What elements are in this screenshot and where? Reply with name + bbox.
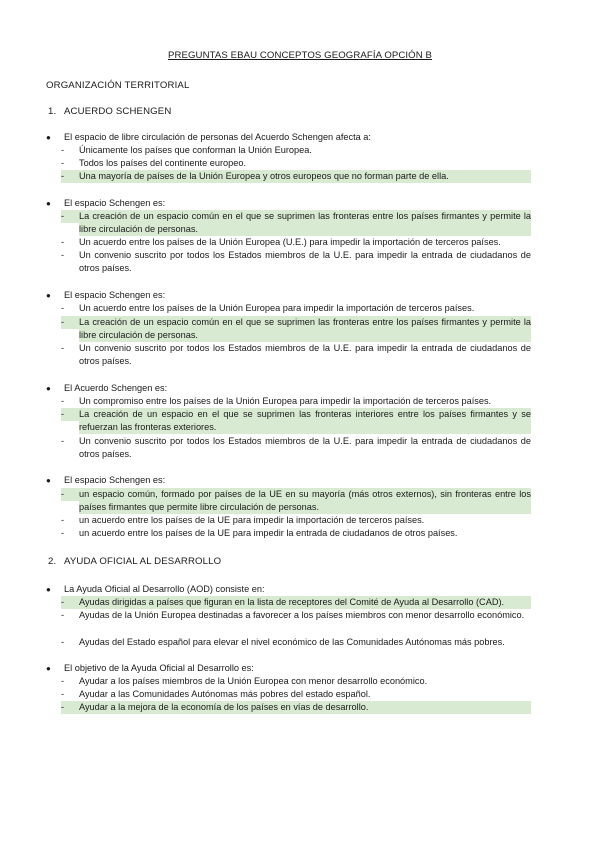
dash-icon: -: [61, 316, 79, 329]
dash-icon: -: [61, 436, 65, 446]
dash-icon: -: [61, 210, 79, 223]
answer-option: - un acuerdo entre los países de la UE para impedir la entrada de ciudadanos de otros países.: [61, 528, 458, 538]
answer-option-correct: - La creación de un espacio común en el que se suprimen las fronteras entre los países firmantes y permite la libre circulación de personas.: [61, 317, 531, 340]
answer-option: - Ayudas de la Unión Europea destinadas a favorecer a los países miembros con menor desarrollo económico.: [61, 610, 525, 620]
topic-number: 1.: [48, 106, 57, 117]
topic-title: AYUDA OFICIAL AL DESARROLLO: [64, 556, 222, 567]
question-stem: ● El objetivo de la Ayuda Oficial al Desarrollo es:: [46, 663, 254, 673]
answer-option-correct: - un espacio común, formado por países de la UE en su mayoría (más otros externos), sin fronteras entre los países firmantes que permite libre circulación de personas.: [61, 489, 531, 512]
answer-option-correct: - Ayudas dirigidas a países que figuran en la lista de receptores del Comité de Ayuda al Desarrollo (CAD).: [61, 596, 531, 609]
bullet-icon: ●: [46, 133, 51, 142]
answer-option: - Ayudar a las Comunidades Autónomas más pobres del estado español.: [61, 689, 371, 699]
topic-number: 2.: [48, 556, 57, 567]
dash-icon: -: [61, 408, 79, 421]
answer-option-correct: - Ayudar a la mejora de la economía de los países en vías de desarrollo.: [61, 701, 531, 714]
bullet-icon: ●: [46, 476, 51, 485]
answer-option-correct: - Una mayoría de países de la Unión Europea y otros europeos que no forman parte de ella.: [61, 170, 531, 183]
dash-icon: -: [61, 343, 65, 353]
bullet-icon: ●: [46, 664, 51, 673]
dash-icon: -: [61, 396, 65, 406]
dash-icon: -: [61, 237, 65, 247]
answer-option: - Un acuerdo entre los países de la Unión Europea para impedir la importación de terceros países.: [61, 303, 475, 313]
dash-icon: -: [61, 303, 65, 313]
question-stem: ● El Acuerdo Schengen es:: [46, 383, 168, 393]
answer-option: - Un convenio suscrito por todos los Estados miembros de la U.E. para impedir la entrada de ciudadanos de otros países.: [61, 250, 531, 273]
bullet-icon: ●: [46, 384, 51, 393]
dash-icon: -: [61, 596, 79, 609]
bullet-icon: ●: [46, 291, 51, 300]
dash-icon: -: [61, 676, 65, 686]
answer-option: - Un convenio suscrito por todos los Estados miembros de la U.E. para impedir la entrada de ciudadanos de otros países.: [61, 343, 531, 366]
question-stem: ● El espacio de libre circulación de personas del Acuerdo Schengen afecta a:: [46, 132, 371, 142]
document-title: PREGUNTAS EBAU CONCEPTOS GEOGRAFÍA OPCIÓN B: [167, 50, 433, 61]
answer-option: - Un acuerdo entre los países de la Unión Europea (U.E.) para impedir la importación de terceros países.: [61, 237, 501, 247]
dash-icon: -: [61, 250, 65, 260]
answer-option: - Un convenio suscrito por todos los Estados miembros de la U.E. para impedir la entrada de ciudadanos de otros países.: [61, 436, 531, 459]
answer-option: - Únicamente los países que conforman la Unión Europea.: [61, 145, 312, 155]
dash-icon: -: [61, 170, 79, 183]
dash-icon: -: [61, 689, 65, 699]
dash-icon: -: [61, 158, 65, 168]
answer-option: - Un compromiso entre los países de la Unión Europea para impedir la importación de terceros países.: [61, 396, 492, 406]
dash-icon: -: [61, 610, 65, 620]
answer-option: - Ayudas del Estado español para elevar el nivel económico de las Comunidades Autónomas más pobres.: [61, 637, 505, 647]
dash-icon: -: [61, 701, 79, 714]
dash-icon: -: [61, 488, 79, 501]
answer-option: - Todos los países del continente europeo.: [61, 158, 247, 168]
answer-option-correct: - La creación de un espacio común en el que se suprimen las fronteras entre los países firmantes y permite la libre circulación de personas.: [61, 211, 531, 234]
topic-heading-aod: [48, 556, 221, 567]
question-stem: ● El espacio Schengen es:: [46, 290, 166, 300]
answer-option: - un acuerdo entre los países de la UE para impedir la importación de terceros países.: [61, 515, 425, 525]
bullet-icon: ●: [46, 585, 51, 594]
answer-option-correct: - La creación de un espacio en el que se suprimen las fronteras interiores entre los países firmantes y se refuerzan las fronteras exteriores.: [61, 409, 531, 432]
topic-heading-schengen: [48, 106, 171, 117]
question-stem: ● El espacio Schengen es:: [46, 198, 166, 208]
question-stem: ● El espacio Schengen es:: [46, 475, 166, 485]
section-heading: ORGANIZACIÓN TERRITORIAL: [46, 80, 190, 91]
topic-title: ACUERDO SCHENGEN: [64, 106, 172, 117]
dash-icon: -: [61, 528, 65, 538]
question-stem: ● La Ayuda Oficial al Desarrollo (AOD) consiste en:: [46, 584, 265, 594]
dash-icon: -: [61, 515, 65, 525]
bullet-icon: ●: [46, 199, 51, 208]
answer-option: - Ayudar a los países miembros de la Unión Europea con menor desarrollo económico.: [61, 676, 428, 686]
dash-icon: -: [61, 145, 65, 155]
dash-icon: -: [61, 637, 65, 647]
